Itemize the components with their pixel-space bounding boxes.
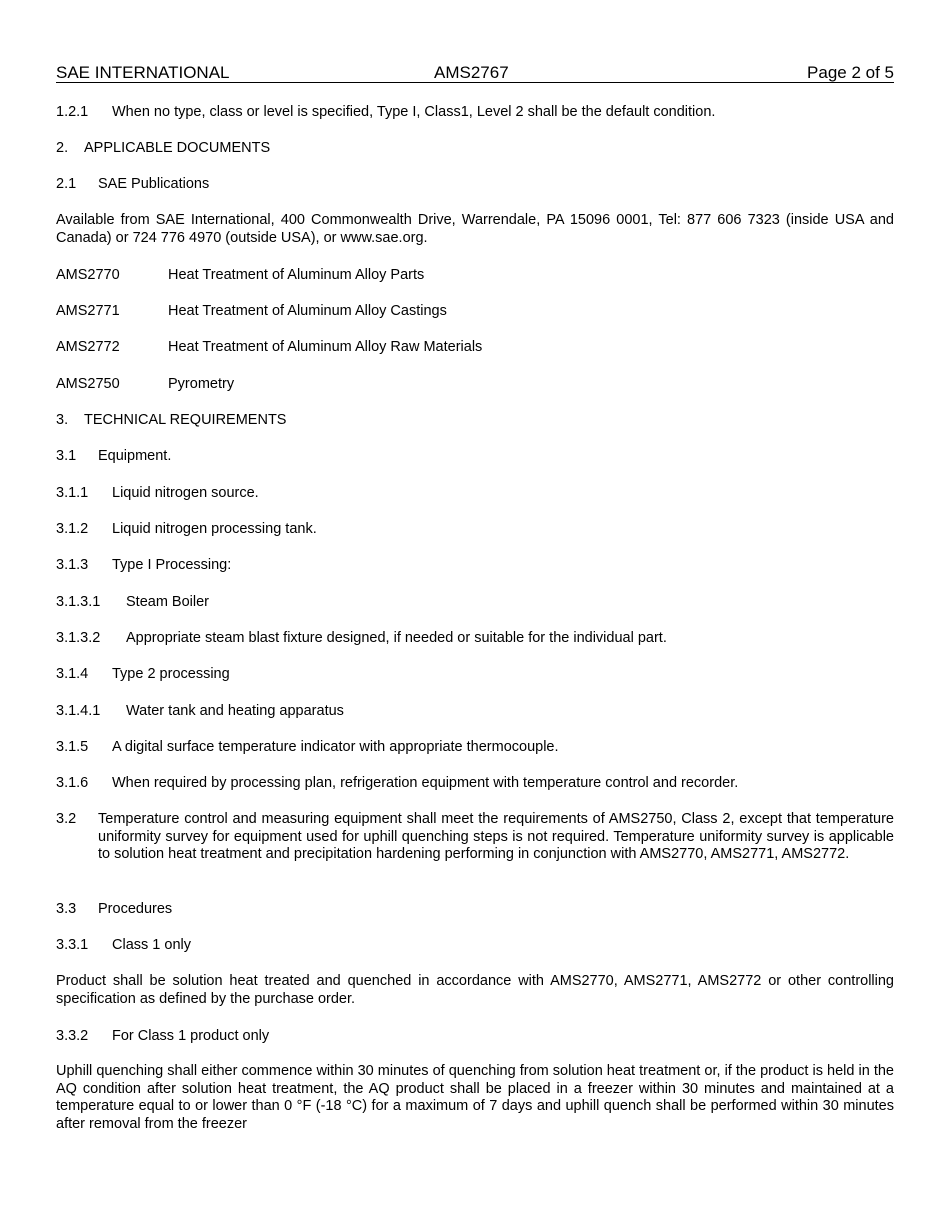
section-text: A digital surface temperature indicator with appropriate thermocouple. bbox=[112, 739, 559, 755]
availability-paragraph: Available from SAE International, 400 Commonwealth Drive, Warrendale, PA 15096 0001, Tel: 877 606 7323 (inside USA and Canada) or 724 776 4970 (outside USA), or www.sae.org. bbox=[56, 212, 894, 246]
section-text: SAE Publications bbox=[98, 176, 210, 192]
reference-title: Pyrometry bbox=[168, 376, 235, 392]
section-text: Procedures bbox=[98, 901, 173, 917]
section-text: Liquid nitrogen source. bbox=[112, 485, 259, 501]
uphill-quenching-paragraph: Uphill quenching shall either commence within 30 minutes of quenching from solution heat treatment or, if the product is held in the AQ condition after solution heat treatment, the AQ product shall be placed in a freezer within 30 minutes and maintained at a temperature equal to or lower than 0 °F (-18 °C) for a maximum of 7 days and uphill quench shall be performed within 30 minutes after removal from the freezer bbox=[56, 1063, 894, 1132]
section-heading: TECHNICAL REQUIREMENTS bbox=[84, 412, 287, 428]
section-text: Class 1 only bbox=[112, 937, 191, 953]
section-number: 3.1 bbox=[56, 448, 77, 464]
section-paragraph: Temperature control and measuring equipment shall meet the requirements of AMS2750, Class 2, except that temperature uniformity survey for equipment used for uphill quenching steps is not required. Temperature uniformity survey is applicable to solution heat treatment and precipitation hardening performing in conjunction with AMS2770, AMS2771, AMS2772. bbox=[98, 811, 894, 863]
section-text: When required by processing plan, refrigeration equipment with temperature control and recorder. bbox=[112, 775, 739, 791]
reference-code: AMS2772 bbox=[56, 339, 120, 355]
section-number: 3.1.2 bbox=[56, 521, 89, 537]
section-text: Type I Processing: bbox=[112, 557, 232, 573]
section-text: When no type, class or level is specified, Type I, Class1, Level 2 shall be the default condition. bbox=[112, 104, 716, 120]
header-publisher: SAE INTERNATIONAL bbox=[56, 63, 230, 82]
section-text: Equipment. bbox=[98, 448, 172, 464]
section-3-2 bbox=[56, 811, 894, 864]
section-number: 3.1.3.1 bbox=[56, 594, 101, 610]
section-number: 3.1.3 bbox=[56, 557, 89, 573]
section-text: Appropriate steam blast fixture designed, if needed or suitable for the individual part. bbox=[126, 630, 667, 646]
reference-code: AMS2770 bbox=[56, 267, 120, 283]
reference-title: Heat Treatment of Aluminum Alloy Castings bbox=[168, 303, 447, 319]
section-number: 3. bbox=[56, 412, 69, 428]
section-number: 3.1.4.1 bbox=[56, 703, 101, 719]
section-number: 3.1.1 bbox=[56, 485, 89, 501]
section-number: 3.1.5 bbox=[56, 739, 89, 755]
section-number: 3.1.4 bbox=[56, 666, 89, 682]
section-text: For Class 1 product only bbox=[112, 1028, 270, 1044]
section-number: 3.1.3.2 bbox=[56, 630, 101, 646]
section-number: 1.2.1 bbox=[56, 104, 89, 120]
reference-title: Heat Treatment of Aluminum Alloy Parts bbox=[168, 267, 425, 283]
section-number: 3.3.1 bbox=[56, 937, 89, 953]
section-heading: APPLICABLE DOCUMENTS bbox=[84, 140, 271, 156]
reference-code: AMS2771 bbox=[56, 303, 120, 319]
reference-code: AMS2750 bbox=[56, 376, 120, 392]
reference-title: Heat Treatment of Aluminum Alloy Raw Materials bbox=[168, 339, 483, 355]
section-text: Liquid nitrogen processing tank. bbox=[112, 521, 317, 537]
header-page-number: Page 2 of 5 bbox=[807, 63, 894, 82]
page-header bbox=[56, 62, 894, 83]
section-number: 3.3 bbox=[56, 901, 77, 917]
section-text: Type 2 processing bbox=[112, 666, 230, 682]
section-number: 2. bbox=[56, 140, 69, 156]
header-doc-number: AMS2767 bbox=[434, 63, 509, 82]
section-text: Water tank and heating apparatus bbox=[126, 703, 344, 719]
class-1-paragraph: Product shall be solution heat treated and quenched in accordance with AMS2770, AMS2771, AMS2772 or other controlling specification as defined by the purchase order. bbox=[56, 973, 894, 1007]
section-number: 3.2 bbox=[56, 811, 77, 827]
section-number: 3.1.6 bbox=[56, 775, 89, 791]
section-number: 3.3.2 bbox=[56, 1028, 89, 1044]
document-page bbox=[56, 62, 894, 1132]
section-text: Steam Boiler bbox=[126, 594, 210, 610]
section-number: 2.1 bbox=[56, 176, 77, 192]
